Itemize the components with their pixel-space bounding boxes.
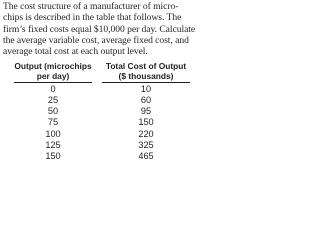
cost-table: [14, 62, 190, 162]
column-gap: [92, 62, 102, 83]
table-row: [14, 106, 190, 117]
cost-cell: 95: [140, 106, 152, 117]
table-row: [14, 83, 190, 96]
cost-column-header: [102, 62, 190, 83]
output-cell: 150: [45, 150, 61, 161]
cost-cell: 220: [138, 128, 154, 139]
problem-statement: [3, 1, 198, 57]
output-column-header: [14, 62, 92, 83]
cost-cell: 60: [140, 95, 152, 106]
table-row: [14, 129, 190, 140]
table-row: [14, 117, 190, 128]
table-row: [14, 95, 190, 106]
cost-header-line: ($ thousands): [118, 70, 174, 81]
column-gap: [92, 117, 102, 128]
problem-line: average total cost at each output level.: [3, 46, 148, 58]
problem-line: the average variable cost, average fixed cost, and: [3, 34, 189, 46]
output-header-line: Output (microchips: [14, 61, 92, 71]
output-cell: 25: [47, 95, 59, 106]
cost-header-line: Total Cost of Output: [105, 61, 187, 71]
column-gap: [92, 95, 102, 106]
column-gap: [92, 83, 102, 96]
output-cell: 100: [45, 128, 61, 139]
cost-cell: 325: [138, 139, 154, 150]
column-gap: [92, 106, 102, 117]
cost-cell: 150: [138, 117, 154, 128]
output-cell: 75: [47, 117, 59, 128]
table-row: [14, 140, 190, 151]
cost-cell: 10: [140, 84, 152, 95]
problem-line: firm’s fixed costs equal $10,000 per day. Calculate: [3, 23, 196, 35]
output-cell: 50: [47, 106, 59, 117]
output-header-line: per day): [36, 70, 70, 81]
output-cell: 125: [45, 139, 61, 150]
problem-line: chips is described in the table that follows. The: [3, 12, 182, 24]
table-row: [14, 151, 190, 162]
cost-cell: 465: [138, 150, 154, 161]
textbook-problem: [0, 0, 200, 168]
table-header-row: [14, 62, 190, 83]
column-gap: [92, 151, 102, 162]
output-cell: 0: [50, 84, 56, 95]
column-gap: [92, 140, 102, 151]
column-gap: [92, 129, 102, 140]
problem-line: The cost structure of a manufacturer of micro-: [3, 1, 179, 12]
